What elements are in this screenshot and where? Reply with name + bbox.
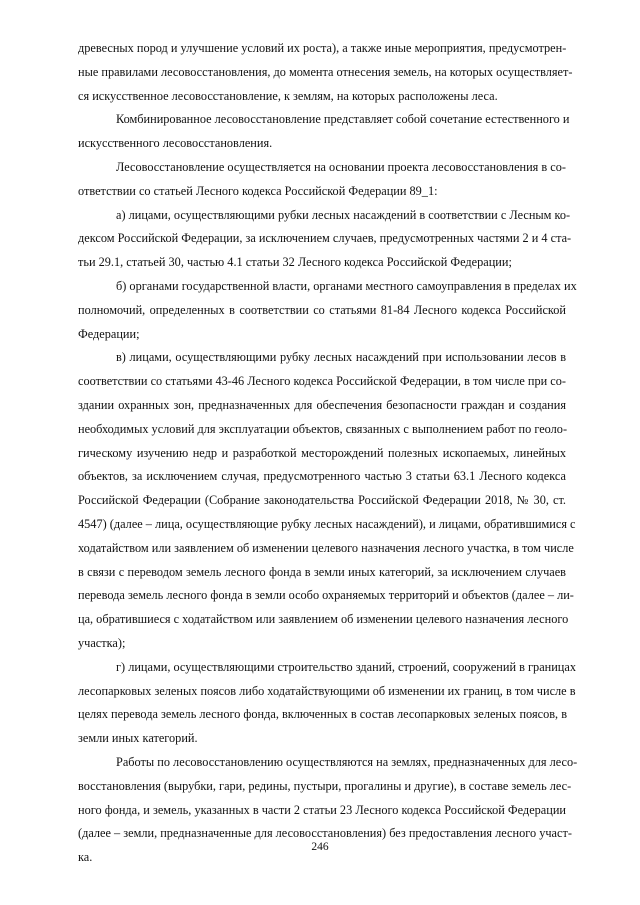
paragraph bbox=[78, 346, 576, 655]
text-line: ца, обратившиеся с ходатайством или заявлением об изменении целевого назначения лесного bbox=[78, 612, 569, 627]
text-line: Комбинированное лесовосстановление представляет собой сочетание естественного и bbox=[116, 112, 570, 127]
paragraph bbox=[78, 156, 566, 204]
text-line: ка. bbox=[78, 850, 93, 865]
text-line: восстановления (вырубки, гари, редины, пустыри, прогалины и другие), в составе земель лес- bbox=[78, 778, 572, 793]
text-line: г) лицами, осуществляющими строительство зданий, строений, сооружений в границах bbox=[116, 659, 576, 674]
text-line: искусственного лесовосстановления. bbox=[78, 136, 273, 151]
text-line: ходатайством или заявлением об изменении целевого назначения лесного участка, в том числе bbox=[78, 540, 574, 555]
text-line: Российской Федерации (Собрание законодательства Российской Федерации 2018, № 30, ст. bbox=[78, 493, 566, 508]
text-line: 4547) (далее – лица, осуществляющие рубку лесных насаждений), и лицами, обратившимися с bbox=[78, 516, 576, 531]
text-line: ся искусственное лесовосстановление, к землям, на которых расположены леса. bbox=[78, 88, 498, 103]
text-line: необходимых условий для эксплуатации объектов, связанных с выполнением работ по геоло- bbox=[78, 421, 568, 436]
text-line: Федерации; bbox=[78, 326, 140, 341]
page-number: 246 bbox=[311, 841, 329, 853]
text-line: Работы по лесовосстановлению осуществляются на землях, предназначенных для лесо- bbox=[116, 754, 578, 769]
text-line: в) лицами, осуществляющими рубку лесных насаждений при использовании лесов в bbox=[116, 350, 566, 365]
paragraph bbox=[78, 656, 576, 751]
text-line: земли иных категорий. bbox=[78, 731, 198, 746]
paragraph bbox=[78, 204, 572, 275]
text-line: тьи 29.1, статьей 30, частью 4.1 статьи 32 Лесного кодекса Российской Федерации; bbox=[78, 255, 512, 270]
text-line: ного фонда, и земель, указанных в части 2 статьи 23 Лесного кодекса Российской Федерации bbox=[78, 802, 566, 817]
text-line: объектов, за исключением случая, предусмотренного частью 3 статьи 63.1 Лесного кодекса bbox=[78, 469, 566, 484]
text-line: целях перевода земель лесного фонда, включенных в состав лесопарковых зеленых поясов, в bbox=[78, 707, 567, 722]
text-line: в связи с переводом земель лесного фонда в земли иных категорий, за исключением случаев bbox=[78, 564, 566, 579]
paragraph bbox=[78, 37, 573, 108]
text-line: древесных пород и улучшение условий их роста), а также иные мероприятия, предусмотрен- bbox=[78, 41, 567, 55]
text-line: б) органами государственной власти, органами местного самоуправления в пределах их bbox=[116, 278, 577, 293]
text-line: участка); bbox=[78, 635, 126, 650]
text-line: полномочий, определенных в соответствии со статьями 81-84 Лесного кодекса Российской bbox=[78, 302, 566, 317]
text-line: здании охранных зон, предназначенных для обеспечения безопасности граждан и создания bbox=[78, 397, 566, 412]
text-line: ные правилами лесовосстановления, до момента отнесения земель, на которых осуществляет- bbox=[78, 64, 573, 79]
text-line: ответствии со статьей Лесного кодекса Российской Федерации 89_1: bbox=[78, 183, 438, 198]
text-line: Лесовосстановление осуществляется на основании проекта лесовосстановления в со- bbox=[116, 159, 566, 174]
text-line: лесопарковых зеленых поясов либо ходатайствующими об изменении их границ, в том числе в bbox=[78, 683, 576, 698]
paragraph bbox=[78, 108, 570, 156]
text-line: (далее – земли, предназначенные для лесовосстановления) без предоставления лесного участ- bbox=[78, 826, 572, 841]
text-line: соответствии со статьями 43-46 Лесного кодекса Российской Федерации, в том числе при со- bbox=[78, 374, 566, 389]
text-line: гическому изучению недр и разработкой месторождений полезных ископаемых, линейных bbox=[78, 445, 566, 460]
document-body bbox=[78, 37, 578, 870]
text-line: дексом Российской Федерации, за исключением случаев, предусмотренных частями 2 и 4 ста- bbox=[78, 231, 572, 246]
paragraph bbox=[78, 275, 577, 346]
text-line: перевода земель лесного фонда в земли особо охраняемых территорий и объектов (далее – ли- bbox=[78, 588, 574, 603]
text-line: а) лицами, осуществляющими рубки лесных насаждений в соответствии с Лесным ко- bbox=[116, 207, 571, 222]
